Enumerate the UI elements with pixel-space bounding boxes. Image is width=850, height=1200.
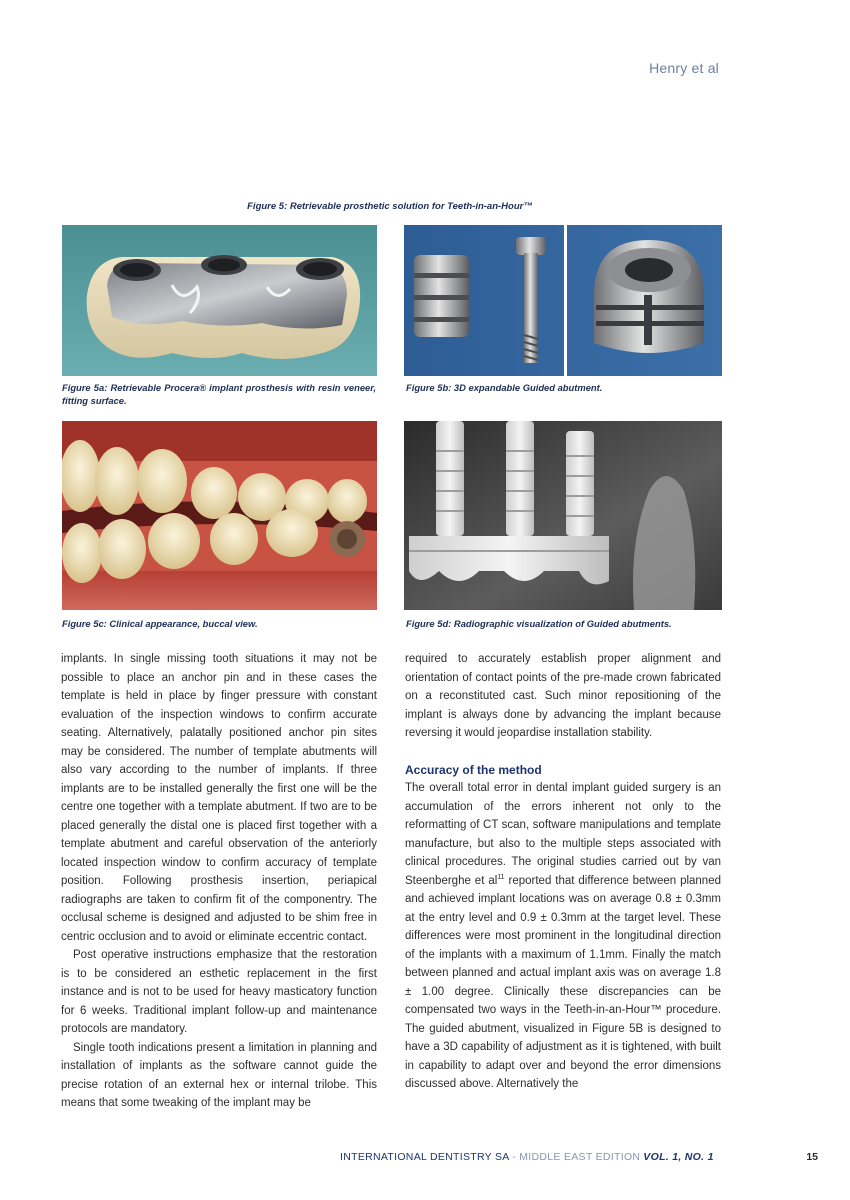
figure-5a-caption: Figure 5a: Retrievable Procera® implant prosthesis with resin veneer, fitting surface. [62,382,376,406]
figure-5d-caption: Figure 5d: Radiographic visualization of Guided abutments. [406,618,672,629]
body-paragraph: required to accurately establish proper alignment and orientation of contact points of the pre-made crown fabricated on a reconstituted cast. Such minor repositioning of the implant is always done by advancing the implant because reversing it would jeopardise installation stability. [405,653,721,739]
right-text-column [405,650,721,1094]
paragraph-text: The overall total error in dental implant guided surgery is an accumulation of the errors inherent not only to the reformatting of CT scan, software manipulations and template manufacture, but also to the multiple steps associated with clinical procedures. The original studies carried out by van Steenberghe et al [405,782,721,887]
figure-5d-image [404,421,722,610]
journal-edition: - MIDDLE EAST EDITION [509,1151,641,1163]
body-paragraph: Post operative instructions emphasize that the restoration is to be considered an esthetic replacement in the first instance and is not to be used for heavy masticatory function for 6 weeks. Traditional implant follow-up and maintenance protocols are mandatory. [61,949,377,1035]
figure-title: Figure 5: Retrievable prosthetic solution for Teeth-in-an-Hour™ [247,201,533,212]
left-text-column [61,650,377,1113]
page-number: 15 [806,1151,818,1163]
section-heading: Accuracy of the method [405,762,542,777]
figure-5c-image [62,421,377,610]
running-header-author: Henry et al [649,60,719,76]
footer-journal-line [340,1151,714,1163]
body-paragraph: Single tooth indications present a limitation in planning and installation of implants as the software cannot guide the precise rotation of an external hex or internal trilobe. This means that some tweaking of the implant may be [61,1041,377,1109]
figure-5b-caption: Figure 5b: 3D expandable Guided abutment. [406,382,603,393]
paragraph-text: reported that difference between planned and achieved implant locations was on average 0.8 ± 0.3mm at the entry level and 0.9 ± 0.3mm at the target level. These differences were most prominent in the longitudinal direction of the implants with a maximum of 1.1mm. Finally the match between planned and actual implant axis was on average 1.8 ± 1.00 degree. Clinically these discrepancies can be compensated two ways in the Teeth-in-an-Hour™ procedure. The guided abutment, visualized in Figure 5B is designed to have a 3D capability of adjustment as it is tightened, with built in capability to adapt over and beyond the error dimensions discussed above. Alternatively the [405,874,721,1090]
figure-5c-caption: Figure 5c: Clinical appearance, buccal view. [62,618,258,629]
figure-5a-image [62,225,377,376]
citation-reference: 11 [497,873,505,881]
journal-name: INTERNATIONAL DENTISTRY SA [340,1151,510,1163]
journal-volume: VOL. 1, NO. 1 [643,1151,714,1163]
figure-5b-image [404,225,722,376]
body-paragraph: implants. In single missing tooth situations it may not be possible to place an anchor pin and in these cases the template is held in place by finger pressure with constant evaluation of the inspection windows to confirm accurate seating. Alternatively, palatally positioned anchor pin sites may be considered. The number of template abutments will also vary according to the number of implants. If three implants are to be installed generally the first one will be the centre one together with a template abutment. If two are to be placed generally the distal one is placed first together with a template abutment and careful observation of the anteriorly located inspection window to confirm accuracy of template position. Following prosthesis insertion, periapical radiographs are taken to confirm fit of the componentry. The occlusal scheme is designed and adjusted to be shim free in centric occlusion and to avoid or eliminate eccentric contact. [61,653,377,943]
body-paragraph [405,779,721,1094]
